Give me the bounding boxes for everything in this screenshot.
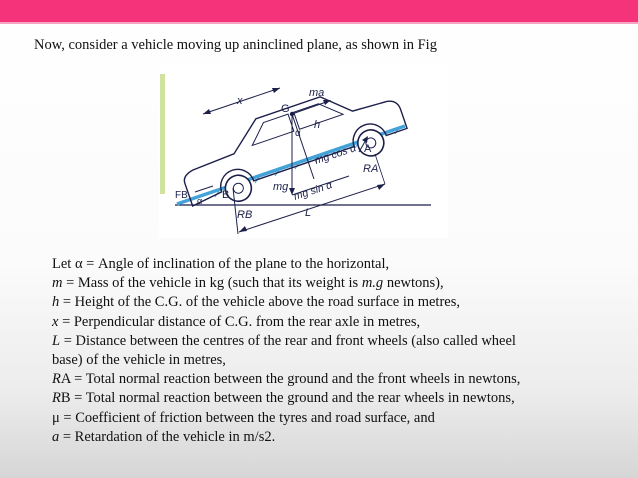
label-G: G: [281, 103, 290, 115]
label-mg: mg: [273, 181, 289, 193]
label-A: A: [364, 143, 372, 155]
definition-alpha: Let α = Angle of inclination of the plane to the horizontal,: [52, 256, 390, 272]
definitions-block: [52, 255, 612, 447]
top-accent-line: [0, 22, 638, 24]
label-B: B: [222, 189, 230, 201]
label-RB: RB: [237, 209, 253, 221]
definition-mass: m = Mass of the vehicle in kg (such that its weight is m.g newtons),: [52, 275, 444, 292]
definition-retardation: a = Retardation of the vehicle in m/s2.: [52, 428, 276, 445]
label-mg-cos: mg cos α: [313, 142, 358, 167]
label-ma: ma: [309, 87, 325, 99]
label-RA: RA: [363, 163, 379, 175]
label-h: h: [314, 119, 321, 131]
definition-x: x = Perpendicular distance of C.G. from the rear axle in metres,: [52, 313, 421, 330]
slide-title: Now, consider a vehicle moving up aninclined plane, as shown in Fig: [34, 37, 437, 53]
definition-ra: RA = Total normal reaction between the ground and the front wheels in newtons,: [52, 371, 521, 388]
top-accent-bar: [0, 0, 638, 22]
definition-wheelbase: L = Distance between the centres of the rear and front wheels (also called wheel: [52, 332, 516, 349]
label-alpha-top: α: [295, 128, 301, 139]
vehicle-incline-figure: [159, 64, 448, 238]
definition-rb: RB = Total normal reaction between the ground and the rear wheels in newtons,: [52, 390, 515, 407]
x-arrow-head: [272, 88, 280, 93]
ma-arrow-head: [323, 100, 331, 105]
vehicle-window-rear: [246, 114, 293, 145]
label-L: L: [305, 207, 312, 219]
normal-line: [292, 114, 314, 179]
label-alpha-bottom: α: [197, 196, 203, 206]
label-x: x: [237, 95, 243, 107]
label-FB: FB: [175, 190, 188, 201]
l-arrow-head: [377, 184, 385, 190]
ma-force-arrow: [292, 101, 329, 114]
l-arrow-tail: [239, 226, 247, 232]
definition-friction: μ = Coefficient of friction between the tyres and road surface, and: [52, 409, 435, 426]
label-mg-sin: mg sin α: [292, 179, 334, 203]
vehicle-incline-diagram: [159, 64, 448, 238]
x-arrow-tail: [203, 109, 211, 114]
definition-height: h = Height of the C.G. of the vehicle above the road surface in metres,: [52, 294, 460, 311]
definition-wheelbase-cont: base) of the vehicle in metres,: [52, 352, 226, 369]
figure-accent-bar: [160, 74, 165, 194]
